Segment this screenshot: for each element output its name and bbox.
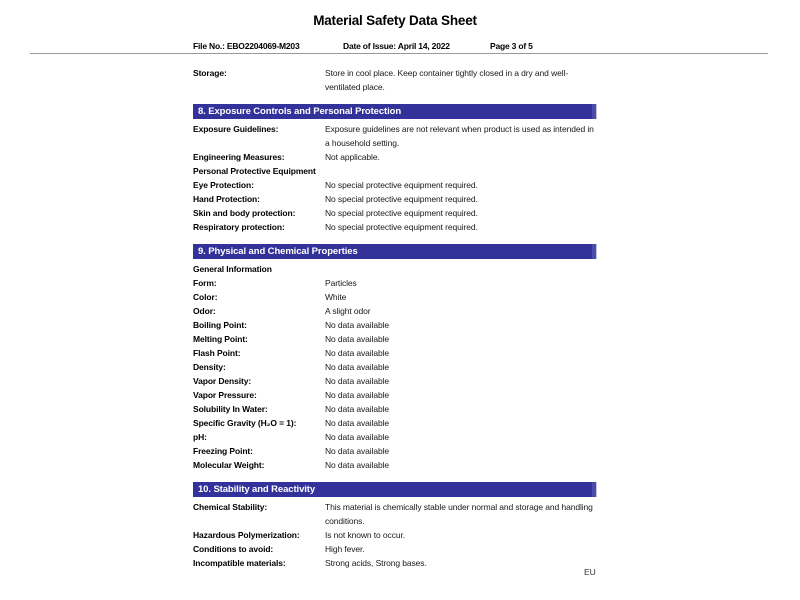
section-heading-bar: 10. Stability and Reactivity: [193, 482, 597, 497]
section-heading-bar: 8. Exposure Controls and Personal Protection: [193, 104, 597, 119]
field-value: Store in cool place. Keep container tightly closed in a dry and well-ventilated place.: [325, 68, 569, 92]
field-value: White: [325, 292, 347, 302]
field-label: Conditions to avoid:: [193, 544, 274, 554]
header-divider: [30, 53, 768, 54]
field-value: High fever.: [325, 544, 365, 554]
section: [193, 482, 597, 570]
field-value: No special protective equipment required.: [325, 180, 478, 190]
field-row: [193, 360, 597, 374]
field-label: General Information: [193, 264, 272, 274]
field-value: No special protective equipment required.: [325, 222, 478, 232]
field-row: [193, 290, 597, 304]
field-value: No data available: [325, 348, 389, 358]
field-row: [193, 122, 597, 150]
field-row: [193, 318, 597, 332]
field-value: No data available: [325, 334, 389, 344]
page-indicator: Page 3 of 5: [490, 41, 533, 51]
field-label: Boiling Point:: [193, 320, 247, 330]
section: [193, 244, 597, 472]
field-row: [193, 276, 597, 290]
field-value: No data available: [325, 446, 389, 456]
field-label: Storage:: [193, 68, 227, 78]
section: [193, 104, 597, 234]
field-label: Color:: [193, 292, 218, 302]
footer-region-label: EU: [584, 567, 596, 577]
field-row: [193, 458, 597, 472]
field-label: Exposure Guidelines:: [193, 124, 279, 134]
field-label: Incompatible materials:: [193, 558, 286, 568]
field-value: This material is chemically stable under normal and storage and handling conditions.: [325, 502, 593, 526]
field-row: [193, 528, 597, 542]
field-value: Not applicable.: [325, 152, 380, 162]
field-row: [193, 346, 597, 360]
field-label: Skin and body protection:: [193, 208, 296, 218]
field-value: Strong acids, Strong bases.: [325, 558, 427, 568]
field-value: No data available: [325, 376, 389, 386]
document-title: Material Safety Data Sheet: [313, 13, 477, 28]
field-row: [193, 430, 597, 444]
field-label: Flash Point:: [193, 348, 241, 358]
field-row: [193, 388, 597, 402]
field-label: Personal Protective Equipment: [193, 166, 316, 176]
field-value: No data available: [325, 460, 389, 470]
field-row: [193, 556, 597, 570]
field-value: No data available: [325, 404, 389, 414]
field-label: Molecular Weight:: [193, 460, 265, 470]
field-row: [193, 444, 597, 458]
field-label: Hand Protection:: [193, 194, 260, 204]
field-value: No data available: [325, 418, 389, 428]
field-row: [193, 164, 597, 178]
field-row: [193, 192, 597, 206]
field-value: A slight odor: [325, 306, 371, 316]
field-label: Engineering Measures:: [193, 152, 285, 162]
field-label: Vapor Density:: [193, 376, 252, 386]
field-label: Solubility In Water:: [193, 404, 268, 414]
field-label: Form:: [193, 278, 217, 288]
field-row: [193, 332, 597, 346]
field-label: Melting Point:: [193, 334, 248, 344]
field-row: [193, 416, 597, 430]
field-label: Specific Gravity (H₂O = 1):: [193, 418, 297, 428]
field-row: [193, 66, 597, 94]
field-row: [193, 304, 597, 318]
field-label: Respiratory protection:: [193, 222, 285, 232]
field-row: [193, 220, 597, 234]
field-row: [193, 500, 597, 528]
file-number: File No.: EBO2204069-M203: [193, 41, 300, 51]
field-row: [193, 206, 597, 220]
date-of-issue: Date of Issue: April 14, 2022: [343, 41, 450, 51]
field-value: No data available: [325, 432, 389, 442]
field-value: No data available: [325, 362, 389, 372]
field-label: Freezing Point:: [193, 446, 253, 456]
field-row: [193, 262, 597, 276]
section-heading-bar: 9. Physical and Chemical Properties: [193, 244, 597, 259]
field-label: Eye Protection:: [193, 180, 254, 190]
field-value: No data available: [325, 320, 389, 330]
field-label: pH:: [193, 432, 207, 442]
field-label: Vapor Pressure:: [193, 390, 257, 400]
field-label: Density:: [193, 362, 226, 372]
field-value: No special protective equipment required.: [325, 194, 478, 204]
field-value: Is not known to occur.: [325, 530, 406, 540]
field-row: [193, 374, 597, 388]
field-label: Chemical Stability:: [193, 502, 268, 512]
field-value: No data available: [325, 390, 389, 400]
document-body: [193, 66, 597, 570]
field-row: [193, 402, 597, 416]
field-row: [193, 542, 597, 556]
field-label: Odor:: [193, 306, 216, 316]
field-value: No special protective equipment required.: [325, 208, 478, 218]
field-row: [193, 150, 597, 164]
field-label: Hazardous Polymerization:: [193, 530, 300, 540]
field-row: [193, 178, 597, 192]
field-value: Exposure guidelines are not relevant when product is used as intended in a household setting.: [325, 124, 594, 148]
field-value: Particles: [325, 278, 357, 288]
